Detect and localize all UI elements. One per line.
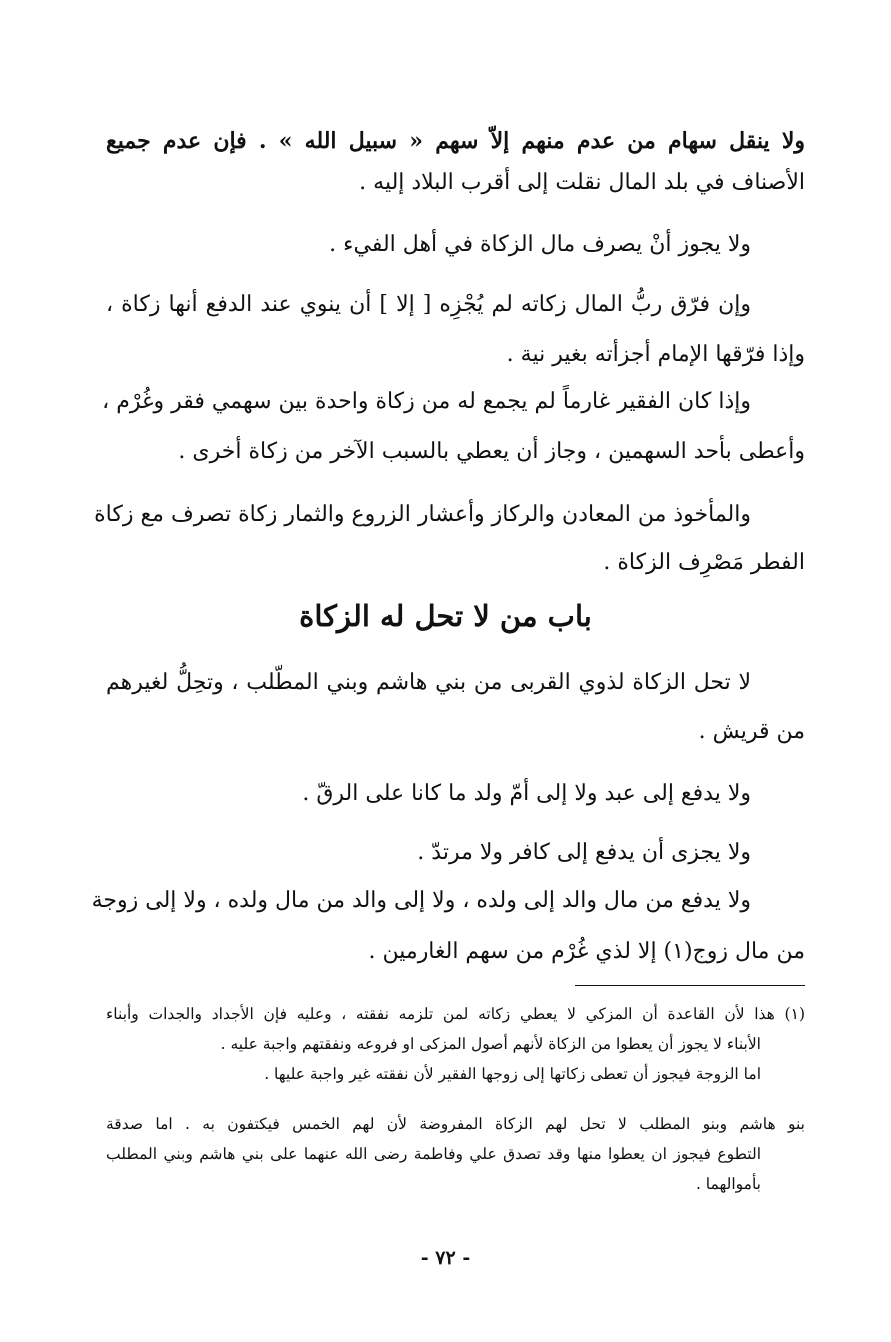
footnote-line: الأبناء لا يجوز أن يعطوا من الزكاة لأنهم أصول المزكى او فروعه ونفقتهم واجبة عليه . xyxy=(220,1035,761,1053)
body-line: من قريش . xyxy=(698,719,805,744)
footnote-line: التطوع فيجوز ان يعطوا منها وقد تصدق علي وفاطمة رضى الله عنهما على بني هاشم وبني المطلب xyxy=(106,1145,761,1163)
section-heading: باب من لا تحل له الزكاة xyxy=(299,599,592,633)
body-line: ولا ينقل سهام من عدم منهم إلاّ سهم « سبيل الله » . فإن عدم جميع xyxy=(106,128,805,154)
footnote-line: (١) هذا لأن القاعدة أن المزكي لا يعطي زكاته لمن تلزمه نفقته ، وعليه فإن الأجداد والجدات وأبناء xyxy=(106,1005,805,1023)
body-line: وأعطى بأحد السهمين ، وجاز أن يعطي بالسبب الآخر من زكاة أخرى . xyxy=(178,439,805,464)
body-line: والمأخوذ من المعادن والركاز وأعشار الزروع والثمار زكاة تصرف مع زكاة xyxy=(94,502,751,527)
body-line: وإن فرّق ربُّ المال زكاته لم يُجْزِه [ إلا ] أن ينوي عند الدفع أنها زكاة ، xyxy=(106,292,751,317)
body-line: الأصناف في بلد المال نقلت إلى أقرب البلاد إليه . xyxy=(359,170,805,195)
body-line: ولا يدفع من مال والد إلى ولده ، ولا إلى والد من مال ولده ، ولا إلى زوجة xyxy=(91,888,751,913)
body-line: ولا يجزى أن يدفع إلى كافر ولا مرتدّ . xyxy=(417,840,751,865)
footnote-divider xyxy=(575,985,805,986)
body-line: وإذا فرّقها الإمام أجزأته بغير نية . xyxy=(506,342,805,367)
body-line: الفطر مَصْرِف الزكاة . xyxy=(603,550,805,575)
body-line: ولا يجوز أنْ يصرف مال الزكاة في أهل الفيء . xyxy=(329,232,751,257)
page-number: - ٧٢ - xyxy=(420,1247,471,1269)
footnote-line: بأموالهما . xyxy=(695,1175,761,1193)
footnote-line: اما الزوجة فيجوز أن تعطى زكاتها إلى زوجها الفقير لأن نفقته غير واجبة عليها . xyxy=(264,1065,761,1083)
footnote-line: بنو هاشم وبنو المطلب لا تحل لهم الزكاة المفروضة لأن لهم الخمس فيكتفون به . اما صدقة xyxy=(106,1115,805,1133)
body-line: لا تحل الزكاة لذوي القربى من بني هاشم وبني المطّلب ، وتحِلُّ لغيرهم xyxy=(106,670,751,695)
body-line: وإذا كان الفقير غارماً لم يجمع له من زكاة واحدة بين سهمي فقر وغُرْم ، xyxy=(102,389,751,414)
body-line: ولا يدفع إلى عبد ولا إلى أمّ ولد ما كانا على الرقّ . xyxy=(302,781,751,806)
body-line: من مال زوج(١) إلا لذي غُرْم من سهم الغارمين . xyxy=(368,939,805,964)
